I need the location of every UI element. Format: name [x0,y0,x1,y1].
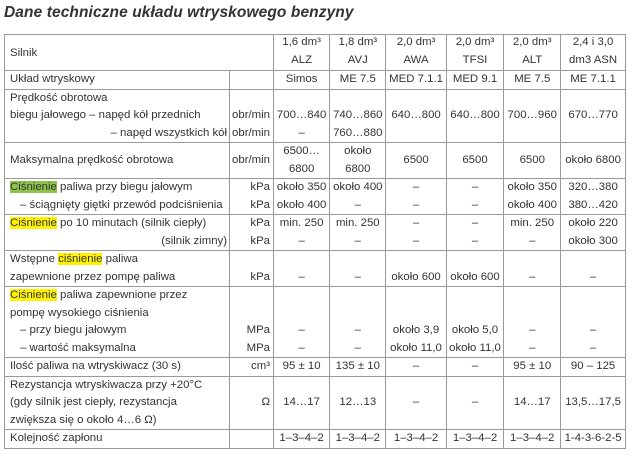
table-cell: 740…860 760…880 [330,89,386,143]
row-unit: kPa kPa [230,179,274,215]
table-cell: około 600 [446,251,504,287]
row-label: Maksymalna prędkość obrotowa [5,143,230,179]
engine-header: 1,8 dm³ AVJ [330,35,386,71]
row-cisnienie-10min [5,215,626,251]
row-wstepne [5,251,626,287]
highlight-mark: Ciśnienie [10,289,57,301]
table-cell: 13,5…17,5 [561,376,626,430]
row-label: Rezystancja wtryskiwacza przy +20°C (gdy silnik jest ciepły, rezystancja zwiększa się o około 4…6 Ω) [5,376,230,430]
table-cell: – – [504,287,561,358]
table-cell: około 3,9 około 11,0 [386,287,446,358]
row-rezystancja [5,376,626,430]
table-cell: 95 ± 10 [274,358,330,377]
row-unit: MPa MPa [230,287,274,358]
table-cell: 14…17 [274,376,330,430]
table-cell: – – [330,287,386,358]
table-cell: – [446,376,504,430]
row-label: Ilość paliwa na wtryskiwacz (30 s) [5,358,230,377]
row-predkosc [5,89,626,143]
row-uklad [5,71,626,90]
engine-header: 2,0 dm³ ALT [504,35,561,71]
table-cell: min. 250 – [330,215,386,251]
row-unit: cm³ [230,358,274,377]
engine-header: 2,4 i 3,0 dm3 ASN [561,35,626,71]
table-cell: – [561,251,626,287]
table-cell: – [330,251,386,287]
table-cell: 640…800 [446,89,504,143]
table-cell: około 350 około 400 [274,179,330,215]
table-cell: 12…13 [330,376,386,430]
table-cell: – [386,376,446,430]
header-label: Silnik [5,35,274,71]
table-cell: – [274,251,330,287]
row-wysokie-cisnienie [5,287,626,358]
row-label: Wstępne ciśnienie paliwa zapewnione przez pompę paliwa [5,251,230,287]
page-title: Dane techniczne układu wtryskowego benzyny [4,4,354,21]
table-cell: – [446,358,504,377]
table-cell: 320…380 380…420 [561,179,626,215]
table-cell: – – [561,287,626,358]
row-cisnienie-jalowy [5,179,626,215]
table-cell: około 5,0 około 11,0 [446,287,504,358]
table-cell: 6500… 6800 [274,143,330,179]
row-label: Ciśnienie paliwa zapewnione przez pompę wysokiego ciśnienia – przy biegu jałowym – wartość maksymalna [5,287,230,358]
table-cell: 670…770 [561,89,626,143]
table-cell: 1–3–4–2 [330,430,386,449]
row-label: Układ wtryskowy [5,71,230,90]
row-unit [230,430,274,449]
table-cell: 135 ± 10 [330,358,386,377]
table-cell: MED 7.1.1 [386,71,446,90]
table-cell: 6500 [504,143,561,179]
table-cell: 14…17 [504,376,561,430]
table-cell: – – [446,179,504,215]
table-cell: – – [274,287,330,358]
engine-header: 1,6 dm³ ALZ [274,35,330,71]
table-cell: 6500 [386,143,446,179]
row-unit: Ω [230,376,274,430]
table-cell: min. 250 – [504,215,561,251]
table-cell: 95 ± 10 [504,358,561,377]
header-row [5,35,626,71]
table-cell: około 220 około 300 [561,215,626,251]
table-cell: 700…960 [504,89,561,143]
row-label: Kolejność zapłonu [5,430,230,449]
table-cell: około 400 – [330,179,386,215]
table-cell: 700…840 – [274,89,330,143]
row-unit: obr/min obr/min [230,89,274,143]
table-cell: 90 – 125 [561,358,626,377]
table-cell: około 350 około 400 [504,179,561,215]
table-cell: – – [386,179,446,215]
row-kolejnosc [5,430,626,449]
table-cell: około 600 [386,251,446,287]
table-cell: 1–3–4–2 [386,430,446,449]
row-ilosc [5,358,626,377]
table-cell: ME 7.5 [504,71,561,90]
table-cell: 640…800 [386,89,446,143]
engine-header: 2,0 dm³ AWA [386,35,446,71]
table-cell: 6500 [446,143,504,179]
table-cell: – – [446,215,504,251]
table-cell: – – [386,215,446,251]
row-unit: kPa [230,251,274,287]
table-cell: 1-4-3-6-2-5 [561,430,626,449]
table-cell: Simos [274,71,330,90]
table-cell: ME 7.5 [330,71,386,90]
row-unit: kPa kPa [230,215,274,251]
table-cell: – [504,251,561,287]
table-cell: MED 9.1 [446,71,504,90]
table-cell: min. 250 – [274,215,330,251]
highlight-mark: ciśnienie [58,253,103,265]
table-cell: około 6800 [561,143,626,179]
row-unit: obr/min [230,143,274,179]
row-maks [5,143,626,179]
table-cell: 1–3–4–2 [504,430,561,449]
row-label: Prędkość obrotowa biegu jałowego – napęd kół przednich – napęd wszystkich kół [5,89,230,143]
table-cell: ME 7.1.1 [561,71,626,90]
highlight-mark: Ciśnienie [10,181,57,193]
table-cell: – [386,358,446,377]
row-label: Ciśnienie po 10 minutach (silnik ciepły) (silnik zimny) [5,215,230,251]
table-cell: 1–3–4–2 [446,430,504,449]
engine-header: 2,0 dm³ TFSI [446,35,504,71]
row-unit [230,71,274,90]
table-cell: 1–3–4–2 [274,430,330,449]
highlight-mark: Ciśnienie [10,217,57,229]
table-cell: około 6800 [330,143,386,179]
row-label: Ciśnienie paliwa przy biegu jałowym – ściągnięty giętki przewód podciśnienia [5,179,230,215]
spec-table [4,34,626,449]
